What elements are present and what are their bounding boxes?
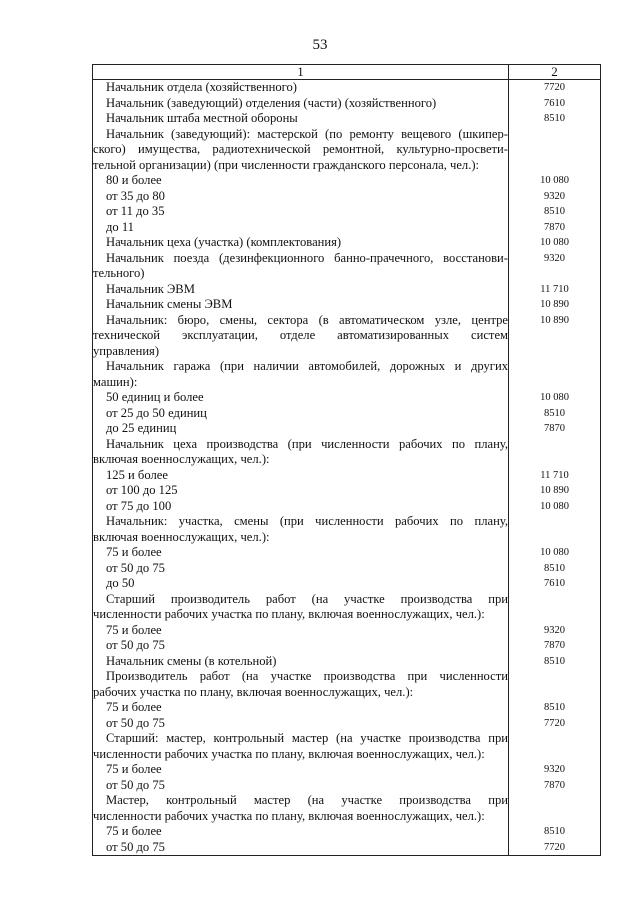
position-title-line: 125 и более (106, 467, 168, 482)
salary-value-cell (509, 359, 601, 390)
table-row (93, 545, 601, 561)
salary-value-cell: 10 080 (509, 173, 601, 189)
position-title-line: Старший производитель работ (на участке производства при (106, 591, 508, 606)
salary-value-cell: 7610 (509, 576, 601, 592)
position-title-line: Начальник смены ЭВМ (106, 297, 233, 311)
position-title-line: 75 и более (106, 622, 162, 637)
position-title-cell (93, 545, 509, 561)
position-title-line: 75 и более (106, 762, 162, 776)
position-title-cell (93, 406, 509, 422)
table-row (93, 514, 601, 545)
column-header-2: 2 (509, 65, 601, 80)
table-row (93, 390, 601, 406)
position-title-line: 75 и более (106, 824, 162, 838)
position-title-cell (93, 762, 509, 778)
table-row (93, 576, 601, 592)
table-row (93, 80, 601, 96)
table-row (93, 220, 601, 236)
salary-value-cell: 10 080 (509, 390, 601, 406)
position-title-cell (93, 840, 509, 856)
position-title-line: Начальник штаба местной обороны (106, 111, 298, 125)
table-row (93, 592, 601, 623)
position-title-line: технической эксплуатации, отделе автоматизированных систем (93, 328, 508, 342)
salary-value-cell: 8510 (509, 204, 601, 220)
position-title-cell (93, 297, 509, 313)
salary-value-cell: 7870 (509, 638, 601, 654)
position-title-cell (93, 778, 509, 794)
position-title-line: до 50 (106, 576, 135, 590)
table-row (93, 840, 601, 856)
position-title-line: Начальник: бюро, смены, сектора (в автоматическом узле, центре (106, 312, 508, 327)
position-title-line: ского) имущества, радиотехнической ремонтной, культурно-просвети- (93, 142, 508, 156)
salary-value-cell (509, 669, 601, 700)
position-title-cell (93, 483, 509, 499)
position-title-cell (93, 654, 509, 670)
table-row (93, 359, 601, 390)
position-title-cell (93, 173, 509, 189)
salary-value-cell: 7870 (509, 220, 601, 236)
table-row (93, 111, 601, 127)
salary-value-cell: 9320 (509, 623, 601, 639)
position-title-cell (93, 359, 509, 390)
table-row (93, 561, 601, 577)
position-title-line: до 25 единиц (106, 421, 177, 435)
position-title-line: численности рабочих участка по плану, включая военнослужащих, чел.): (93, 808, 485, 823)
position-title-line: до 11 (106, 219, 134, 234)
position-title-cell (93, 824, 509, 840)
table-row (93, 437, 601, 468)
position-title-line: от 50 до 75 (106, 715, 165, 730)
salary-value-cell (509, 127, 601, 174)
position-title-line: Начальник цеха (участка) (комплектования) (106, 235, 342, 249)
salary-value-cell: 8510 (509, 111, 601, 127)
position-title-cell (93, 421, 509, 437)
table-row (93, 204, 601, 220)
position-title-line: Начальник (заведующий) отделения (части) (хозяйственного) (106, 95, 437, 110)
salary-value-cell: 10 890 (509, 313, 601, 360)
page-number: 53 (312, 37, 328, 53)
position-title-cell (93, 437, 509, 468)
position-title-cell (93, 731, 509, 762)
position-title-cell (93, 189, 509, 205)
position-title-cell (93, 282, 509, 298)
position-title-line: от 50 до 75 (106, 777, 165, 792)
table-row (93, 468, 601, 484)
position-title-line: рабочих участка по плану, включая военнослужащих, чел.): (93, 684, 414, 699)
salary-value-cell: 7720 (509, 840, 601, 856)
position-title-cell (93, 669, 509, 700)
position-title-line: Начальник поезда (дезинфекционного банно-прачечного, восстанови- (106, 250, 508, 265)
position-title-line: от 50 до 75 (106, 839, 165, 854)
position-title-cell (93, 514, 509, 545)
table-row (93, 189, 601, 205)
salary-value-cell: 9320 (509, 762, 601, 778)
position-title-cell (93, 96, 509, 112)
position-title-line: включая военнослужащих, чел.): (93, 452, 270, 466)
position-title-cell (93, 793, 509, 824)
position-title-line: управления) (93, 343, 160, 358)
salary-value-cell: 7720 (509, 80, 601, 96)
table-row (93, 251, 601, 282)
table-row (93, 406, 601, 422)
position-title-line: от 75 до 100 (106, 498, 172, 513)
table-row (93, 96, 601, 112)
salary-value-cell (509, 514, 601, 545)
position-title-cell (93, 235, 509, 251)
position-title-cell (93, 220, 509, 236)
position-title-line: 75 и более (106, 700, 162, 714)
salary-value-cell (509, 437, 601, 468)
position-title-line: Начальник отдела (хозяйственного) (106, 80, 297, 94)
salary-value-cell: 9320 (509, 251, 601, 282)
salary-value-cell: 8510 (509, 561, 601, 577)
position-title-cell (93, 700, 509, 716)
table-row (93, 669, 601, 700)
table-row (93, 421, 601, 437)
table-header-row (93, 65, 601, 80)
table-row (93, 297, 601, 313)
table-row (93, 731, 601, 762)
salary-value-cell (509, 731, 601, 762)
table-row (93, 483, 601, 499)
salary-value-cell: 10 080 (509, 499, 601, 515)
position-title-line: включая военнослужащих, чел.): (93, 529, 270, 544)
table-row (93, 499, 601, 515)
salary-value-cell: 7720 (509, 716, 601, 732)
position-title-line: от 35 до 80 (106, 188, 165, 203)
table-row (93, 638, 601, 654)
salary-value-cell: 11 710 (509, 282, 601, 298)
position-title-cell (93, 313, 509, 360)
position-title-line: Начальник: участка, смены (при численности рабочих по плану, (106, 514, 508, 528)
position-title-line: тельной организации) (при численности гражданского персонала, чел.): (93, 157, 480, 172)
position-title-cell (93, 716, 509, 732)
position-title-line: Начальник цеха производства (при численности рабочих по плану, (106, 436, 508, 451)
position-title-cell (93, 638, 509, 654)
salary-value-cell: 8510 (509, 700, 601, 716)
position-title-line: 50 единиц и более (106, 390, 204, 404)
column-header-1: 1 (93, 65, 509, 80)
salary-value-cell: 10 080 (509, 235, 601, 251)
position-title-cell (93, 499, 509, 515)
salary-value-cell: 8510 (509, 406, 601, 422)
salary-value-cell: 11 710 (509, 468, 601, 484)
position-title-cell (93, 390, 509, 406)
position-title-cell (93, 80, 509, 96)
position-title-line: численности рабочих участка по плану, включая военнослужащих, чел.): (93, 746, 485, 761)
position-title-line: Начальник (заведующий): мастерской (по ремонту вещевого (шкипер- (106, 126, 508, 141)
salary-value-cell: 7870 (509, 778, 601, 794)
position-title-line: от 11 до 35 (106, 204, 165, 218)
position-title-line: Мастер, контрольный мастер (на участке производства при (106, 793, 508, 807)
salary-value-cell (509, 793, 601, 824)
position-title-cell (93, 576, 509, 592)
position-title-line: от 25 до 50 единиц (106, 405, 207, 420)
salary-table (92, 64, 601, 856)
table-row (93, 313, 601, 360)
position-title-cell (93, 111, 509, 127)
position-title-cell (93, 127, 509, 174)
position-title-line: от 100 до 125 (106, 483, 178, 497)
table-row (93, 654, 601, 670)
position-title-line: численности рабочих участка по плану, включая военнослужащих, чел.): (93, 607, 485, 621)
table-row (93, 623, 601, 639)
position-title-line: Старший: мастер, контрольный мастер (на участке производства при (106, 731, 508, 745)
table-row (93, 793, 601, 824)
position-title-line: Начальник ЭВМ (106, 281, 195, 296)
table-row (93, 824, 601, 840)
position-title-cell (93, 204, 509, 220)
table-row (93, 282, 601, 298)
position-title-line: Начальник смены (в котельной) (106, 653, 277, 668)
position-title-line: 75 и более (106, 545, 162, 559)
table-row (93, 716, 601, 732)
position-title-line: тельного) (93, 266, 145, 280)
salary-value-cell (509, 592, 601, 623)
position-title-line: от 50 до 75 (106, 560, 165, 575)
position-title-cell (93, 623, 509, 639)
position-title-cell (93, 592, 509, 623)
position-title-line: Производитель работ (на участке производства при численности (106, 669, 508, 683)
salary-value-cell: 7610 (509, 96, 601, 112)
salary-value-cell: 9320 (509, 189, 601, 205)
position-title-cell (93, 251, 509, 282)
table-row (93, 127, 601, 174)
table-row (93, 762, 601, 778)
salary-value-cell: 10 080 (509, 545, 601, 561)
position-title-cell (93, 468, 509, 484)
table-row (93, 173, 601, 189)
table-row (93, 778, 601, 794)
table-row (93, 700, 601, 716)
salary-value-cell: 10 890 (509, 483, 601, 499)
position-title-line: 80 и более (106, 173, 162, 187)
position-title-line: от 50 до 75 (106, 638, 165, 652)
position-title-line: машин): (93, 374, 138, 389)
position-title-cell (93, 561, 509, 577)
salary-value-cell: 7870 (509, 421, 601, 437)
salary-value-cell: 8510 (509, 824, 601, 840)
table-row (93, 235, 601, 251)
position-title-line: Начальник гаража (при наличии автомобилей, дорожных и других (106, 359, 508, 373)
salary-value-cell: 8510 (509, 654, 601, 670)
salary-value-cell: 10 890 (509, 297, 601, 313)
